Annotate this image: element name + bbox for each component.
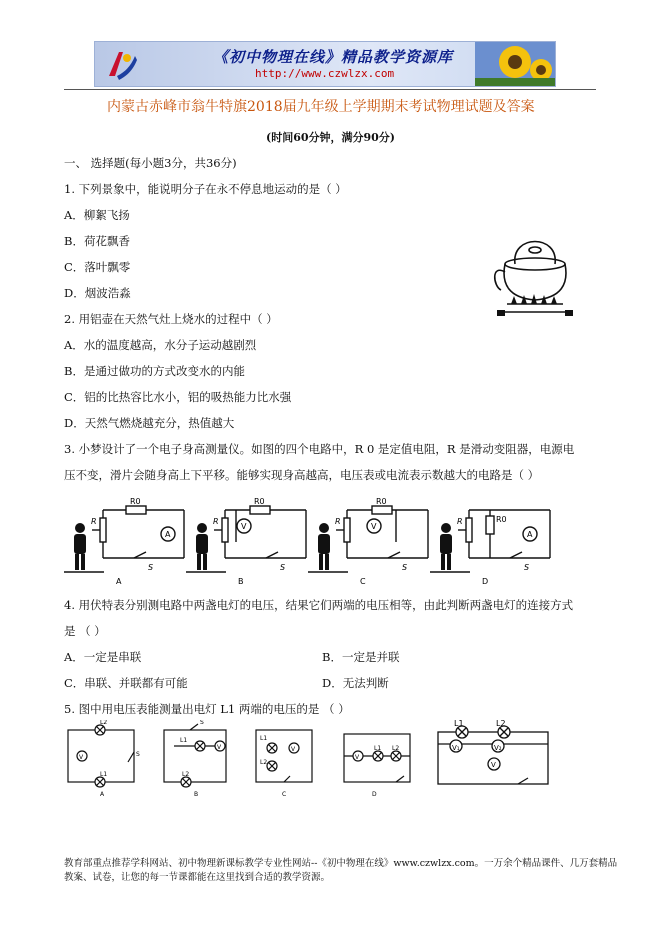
- lamp-l1-label: L1: [180, 737, 188, 744]
- figure-label-b: B: [238, 577, 244, 586]
- page-footer: 教育部重点推荐学科网站、初中物理新课标教学专业性网站--《初中物理在线》www.czwlzx.com。一万余个精品课件、几万套精品教案、试卷，让您的每一节课都能在这里找到合适的教学资源。: [64, 858, 618, 883]
- q1-stem: 1. 下列景象中，能说明分子在永不停息地运动的是（ ）: [64, 182, 347, 196]
- q3-circuit-d: [430, 510, 550, 586]
- svg-text:S: S: [200, 720, 204, 726]
- lamp-l1-label: L1: [260, 735, 268, 742]
- svg-text:V: V: [217, 744, 222, 751]
- q2-stem: 2. 用铝壶在天然气灶上烧水的过程中（ ）: [64, 312, 278, 326]
- r0-label: R0: [496, 515, 507, 524]
- header-banner: [94, 41, 556, 87]
- q4-option-a: A．一定是串联: [64, 650, 142, 664]
- voltmeter-label: V: [241, 522, 247, 531]
- q3-stem-line2: 压不变，滑片会随身高上下平移。能够实现身高越高，电压表或电流表示数越大的电路是（ ）: [64, 468, 540, 482]
- q2-option-c: C．铝的比热容比水小，铝的吸热能力比水强: [64, 390, 292, 404]
- lamp-l2-label: L2: [260, 759, 268, 766]
- svg-text:S: S: [136, 751, 140, 758]
- lamp-l2-label: L2: [496, 720, 506, 728]
- lamp-l2-label: L2: [100, 720, 108, 726]
- figure-label-a: A: [100, 791, 105, 798]
- q3-circuit-figures: [64, 498, 564, 590]
- q5-circuit-b: [164, 720, 226, 798]
- r-label: R: [213, 517, 219, 526]
- lamp-l2-label: L2: [392, 745, 400, 752]
- ammeter-label: A: [165, 530, 171, 539]
- r0-label: R0: [254, 498, 265, 506]
- banner-url[interactable]: http://www.czwlzx.com: [255, 67, 395, 80]
- lamp-l1-label: L1: [374, 745, 382, 752]
- q5-circuit-c: [256, 730, 312, 798]
- lamp-l1-label: L1: [100, 771, 108, 778]
- site-logo-icon: [105, 46, 139, 82]
- r-label: R: [91, 517, 97, 526]
- r-label: R: [335, 517, 341, 526]
- kettle-on-stove-icon: [487, 224, 583, 324]
- r0-label: R0: [376, 498, 387, 506]
- exam-time-note: (时间60分钟，满分90分): [265, 131, 396, 144]
- sunflower-icon: [475, 42, 555, 86]
- person-icon: [74, 523, 86, 570]
- q4-stem-line1: 4. 用伏特表分别测电路中两盏电灯的电压，结果它们两端的电压相等，由此判断两盏电灯的连接方式: [64, 598, 574, 612]
- q1-option-c: C．落叶飘零: [64, 260, 131, 274]
- person-icon: [318, 523, 330, 570]
- q5-circuit-a: [68, 720, 140, 798]
- q1-option-b: B．荷花飘香: [64, 234, 130, 248]
- q3-circuit-c: [308, 498, 428, 586]
- lamp-l1-label: L1: [454, 720, 464, 728]
- svg-text:V₂: V₂: [494, 744, 502, 752]
- q4-option-b: B．一定是并联: [322, 650, 400, 664]
- q4-option-c: C．串联、并联都有可能: [64, 676, 188, 690]
- q5-circuit-d: [344, 734, 410, 798]
- header-rule: [64, 89, 596, 90]
- person-icon: [196, 523, 208, 570]
- figure-label-c: C: [360, 577, 366, 586]
- q2-option-a: A．水的温度越高，水分子运动越剧烈: [64, 338, 257, 352]
- q5-circuit-figures: [64, 720, 564, 800]
- figure-label-a: A: [116, 577, 122, 586]
- q4-stem-line2: 是 （ ）: [64, 624, 106, 638]
- svg-text:V: V: [79, 754, 84, 761]
- figure-label-c: C: [282, 791, 287, 798]
- switch-label: S: [280, 563, 286, 572]
- document-title: 内蒙古赤峰市翁牛特旗2018届九年级上学期期末考试物理试题及答案: [107, 99, 535, 115]
- q1-option-a: A．柳絮飞扬: [64, 208, 130, 222]
- svg-text:V: V: [291, 746, 296, 753]
- r0-label: R0: [130, 498, 141, 506]
- person-icon: [440, 523, 452, 570]
- r-label: R: [457, 517, 463, 526]
- q3-stem-line1: 3. 小梦设计了一个电子身高测量仪。如图的四个电路中，R 0 是定值电阻，R 是滑动变阻器，电源电: [64, 442, 575, 456]
- q3-circuit-b: [186, 498, 306, 586]
- ammeter-label: A: [527, 530, 533, 539]
- q5-stem: 5. 图中用电压表能测量出电灯 L1 两端的电压的是 （ ）: [64, 702, 350, 716]
- voltmeter-label: V: [371, 522, 377, 531]
- switch-label: S: [402, 563, 408, 572]
- q4-option-d: D．无法判断: [322, 676, 389, 690]
- figure-label-d: D: [482, 577, 489, 586]
- banner-title: 《初中物理在线》精品教学资源库: [213, 48, 454, 66]
- q1-option-d: D．烟波浩淼: [64, 286, 131, 300]
- figure-label-b: B: [194, 791, 199, 798]
- lamp-l2-label: L2: [182, 771, 190, 778]
- svg-text:V: V: [355, 754, 360, 761]
- q2-option-b: B．是通过做功的方式改变水的内能: [64, 364, 245, 378]
- q3-circuit-a: [64, 498, 184, 586]
- figure-label-d: D: [372, 791, 377, 798]
- q5-circuit-main: [438, 720, 548, 784]
- switch-label: S: [148, 563, 154, 572]
- svg-text:V: V: [491, 761, 496, 769]
- svg-text:V₁: V₁: [452, 744, 460, 752]
- section-heading: 一、 选择题(每小题3分，共36分): [64, 156, 237, 170]
- q2-option-d: D．天然气燃烧越充分，热值越大: [64, 416, 235, 430]
- switch-label: S: [524, 563, 530, 572]
